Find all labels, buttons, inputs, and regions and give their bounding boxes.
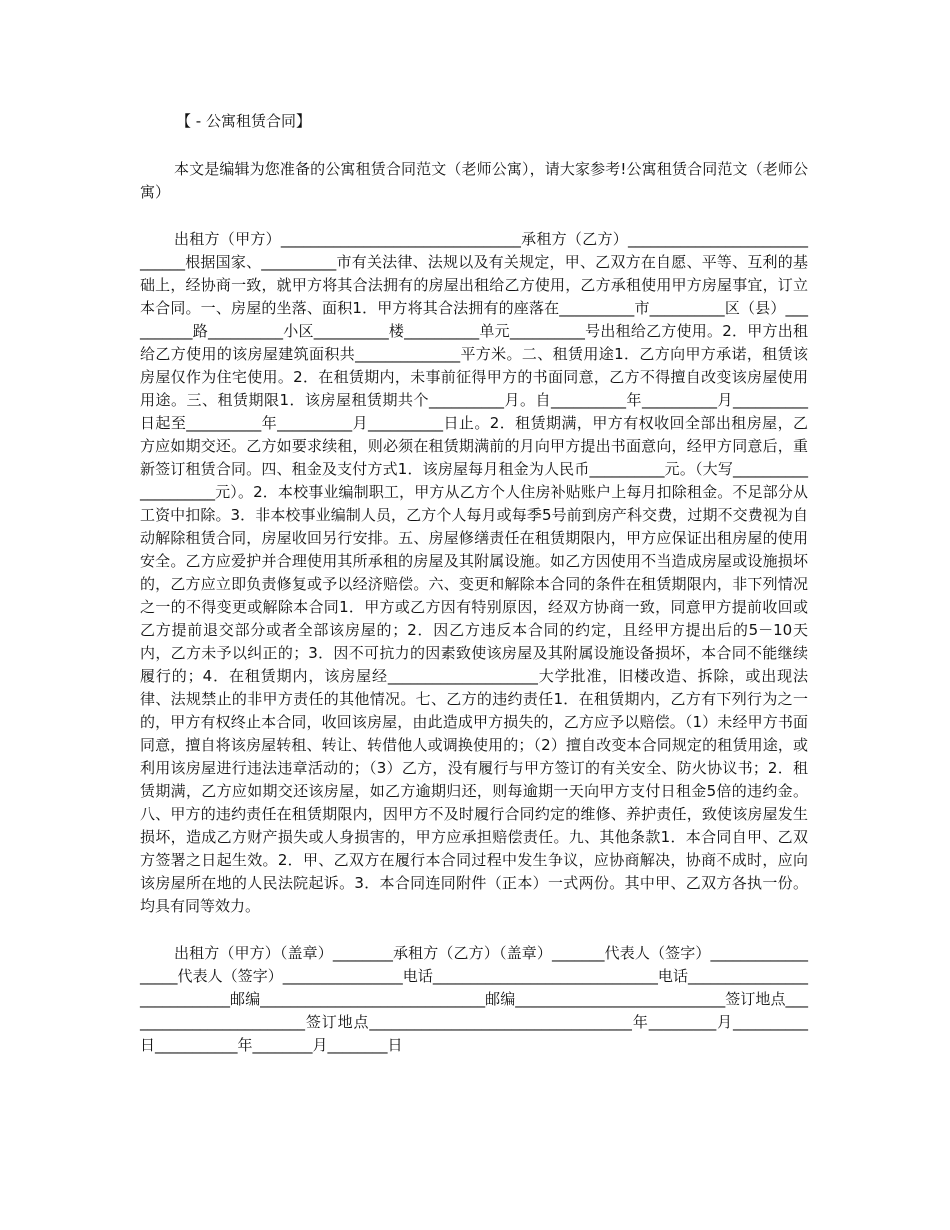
intro-paragraph: 本文是编辑为您准备的公寓租赁合同范文（老师公寓），请大家参考!公寓租赁合同范文（老师公寓） bbox=[140, 160, 808, 201]
contract-body-paragraph: 出租方（甲方）________________________________承租方（乙方）______________________________根据国家、__________市有关法律、法规以及有关规定，甲、乙双方在自愿、平等、互利的基础上，经协商一致，就甲方将其合法拥有的房屋出租给乙方使用，乙方承租使用甲方房屋事宜，订立本合同。一、房屋的坐落、面积1．甲方将其合法拥有的座落在__________市__________区（县）__________路__________小区__________楼__________单元__________号出租给乙方使用。2．甲方出租给乙方使用的该房屋建筑面积共______________平方米。二、租赁用途1．乙方向甲方承诺，租赁该房屋仅作为住宅使用。2．在租赁期内，未事前征得甲方的书面同意，乙方不得擅自改变该房屋使用用途。三、租赁期限1．该房屋租赁期共个__________月。自__________年__________月__________日起至__________年__________月__________日止。2．租赁期满，甲方有权收回全部出租房屋，乙方应如期交还。乙方如要求续租，则必须在租赁期满前的月向甲方提出书面意向，经甲方同意后，重新签订租赁合同。四、租金及支付方式1．该房屋每月租金为人民币__________元。（大写____________________元）。2．本校事业编制职工，甲方从乙方个人住房补贴账户上每月扣除租金。不足部分从工资中扣除。3．非本校事业编制人员，乙方个人每月或每季5号前到房产科交费，过期不交费视为自动解除租赁合同，房屋收回另行安排。五、房屋修缮责任在租赁期限内，甲方应保证出租房屋的使用安全。乙方应爱护并合理使用其所承租的房屋及其附属设施。如乙方因使用不当造成房屋或设施损坏的，乙方应立即负责修复或予以经济赔偿。六、变更和解除本合同的条件在租赁期限内，非下列情况之一的不得变更或解除本合同1．甲方或乙方因有特别原因，经双方协商一致，同意甲方提前收回或乙方提前退交部分或者全部该房屋的；2．因乙方违反本合同的约定，且经甲方提出后的5－10天内，乙方未予以纠正的；3．因不可抗力的因素致使该房屋及其附属设施设备损坏，本合同不能继续履行的；4．在租赁期内，该房屋经____________________大学批准，旧楼改造、拆除，或出现法律、法规禁止的非甲方责任的其他情况。七、乙方的违约责任1．在租赁期内，乙方有下列行为之一的，甲方有权终止本合同，收回该房屋，由此造成甲方损失的，乙方应予以赔偿。（1）未经甲方书面同意，擅自将该房屋转租、转让、转借他人或调换使用的；（2）擅自改变本合同规定的租赁用途，或利用该房屋进行违法违章活动的；（3）乙方，没有履行与甲方签订的有关安全、防火协议书；2．租赁期满，乙方应如期交还该房屋，如乙方逾期归还，则每逾期一天向甲方支付日租金5倍的违约金。八、甲方的违约责任在租赁期限内，因甲方不及时履行合同约定的维修、养护责任，致使该房屋发生损坏，造成乙方财产损失或人身损害的，甲方应承担赔偿责任。九、其他条款1．本合同自甲、乙双方签署之日起生效。2．甲、乙双方在履行本合同过程中发生争议，应协商解决，协商不成时，应向该房屋所在地的人民法院起诉。3．本合同连同附件（正本）一式两份。其中甲、乙双方各执一份。均具有同等效力。 bbox=[140, 230, 808, 915]
document-page bbox=[140, 110, 808, 1057]
document-title: 【 - 公寓租赁合同】 bbox=[176, 112, 311, 130]
signature-block: 出租方（甲方）（盖章）________承租方（乙方）（盖章）_______代表人（签字）__________________代表人（签字）________________电话______________________________电话____________________________邮编______________________________邮编____________________________签订地点_________________________签订地点___________________________________年_________月__________日___________年________月________日 bbox=[140, 944, 808, 1054]
